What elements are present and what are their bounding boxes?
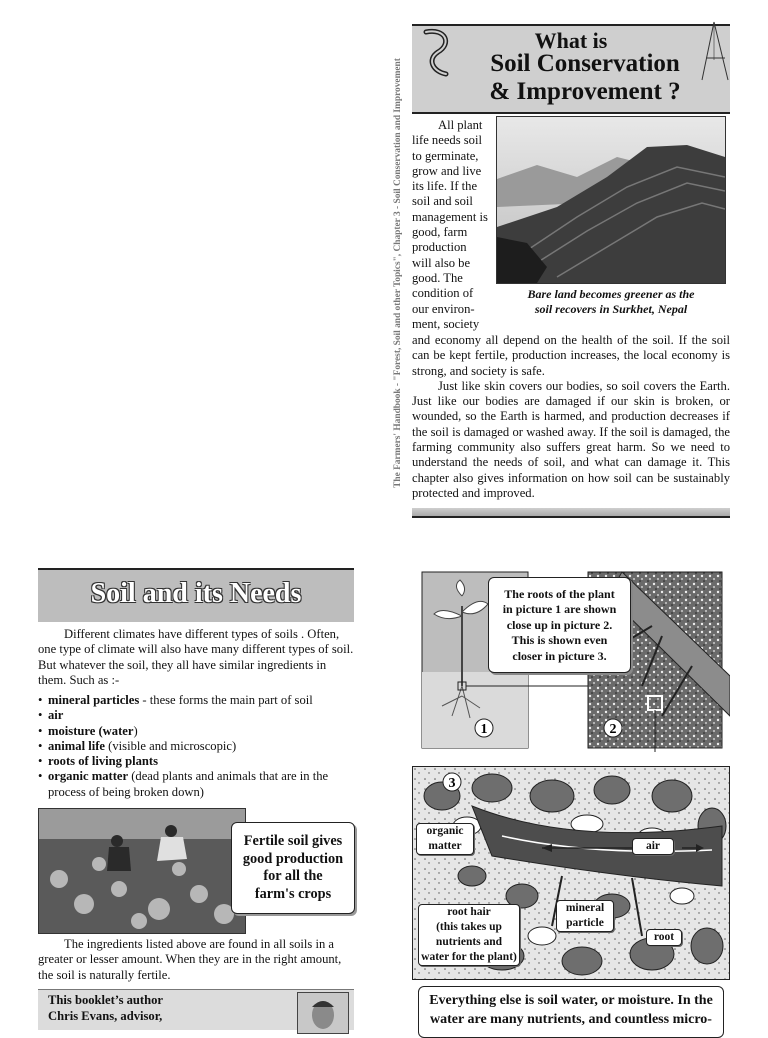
moisture-callout (418, 986, 724, 1038)
section-rule (412, 508, 730, 518)
intro-line: will also be (412, 255, 471, 270)
label-line: (this takes up (436, 921, 502, 933)
list-item: • mineral particles - these forms the main part of soil (38, 693, 358, 708)
callout-line: good production (242, 850, 344, 867)
intro-paragraph2: Just like skin covers our bodies, so soil covers the Earth. Just like our bodies are damaged if our skin is broken, or wounded, so the Earth is harmed, and production decreases if the soil is damaged or washed away. If the soil is damaged, the farming community also suffers great harm. So we need to understand the needs of soil, and what can damage it. This chapter also gives information on how soil can be sustainably protected and improved. (412, 378, 730, 500)
label-line: nutrients and (435, 936, 503, 948)
author-photo (297, 992, 349, 1034)
list-item: • moisture (water) (38, 724, 358, 739)
callout-line: close up in picture 2. (506, 617, 613, 632)
label-root (646, 929, 682, 946)
moisture-line1: Everything else is soil water, or moisture. In the (429, 993, 713, 1008)
running-title (386, 20, 410, 525)
picture-number-1: 1 (480, 722, 488, 737)
callout-line: Fertile soil gives (243, 833, 343, 849)
section-header (38, 568, 354, 622)
label-line: air (645, 840, 661, 852)
fertile-soil-callout (231, 822, 355, 914)
ingredients-text: The ingredients listed above are found in all soils in a greater or lesser amount. When they are in the right amount, the soil is naturally fertile. (38, 937, 342, 982)
header-line3: & Improvement ? (489, 78, 681, 105)
intro-line: grow and live (412, 163, 482, 178)
intro-line: our environ- (412, 301, 475, 316)
list-item: • organic matter (dead plants and animals that are in the process of being broken down) (38, 769, 358, 800)
intro-line: its life. If the (412, 179, 478, 194)
intro-line: soil and soil (412, 194, 473, 209)
author-line1: This booklet’s author (48, 993, 163, 1007)
running-title-text: The Farmers' Handbook - "Forest, Soil and other Topics", Chapter 3 - Soil Conservation and Improvement (393, 57, 403, 488)
intro-narrow-column (412, 118, 492, 332)
author-line2: Chris Evans, advisor, (48, 1009, 163, 1023)
picture-number-2: 2 (609, 722, 617, 737)
intro-line: ment, society (412, 316, 480, 331)
intro-line: good. The (412, 270, 463, 285)
soil-needs-paragraph: Different climates have different types of soils . Often, one type of climate will also have many different types of soil. But whatever the soil, they all have similar ingredients in them. Such as :- (38, 627, 354, 687)
farmers-photo (38, 808, 246, 934)
label-root-hair (418, 904, 520, 966)
ingredients-list (38, 693, 358, 800)
moisture-line2: water are many nutrients, and countless micro- (430, 1012, 712, 1027)
header-line1: What is (534, 28, 608, 53)
intro-line: All plant (438, 118, 483, 132)
chapter-header (412, 24, 730, 114)
photo-caption (496, 287, 726, 317)
hillside-photo (496, 116, 726, 284)
label-organic-matter (416, 823, 474, 855)
label-line: particle (566, 917, 604, 929)
picture-number-3: 3 (448, 776, 456, 791)
label-line: root (653, 931, 675, 943)
caption-line2: soil recovers in Surkhet, Nepal (534, 302, 688, 316)
intro-line: life needs soil (412, 133, 482, 148)
soil-needs-intro (38, 627, 354, 688)
label-line: organic (426, 825, 464, 837)
section-title: Soil and its Needs (90, 578, 302, 609)
intro-continuation: and economy all depend on the health of the soil. If the soil can be kept fertile, production increases, the local economy is strong, and society is safe. (412, 333, 730, 378)
caption-line1: Bare land becomes greener as the (527, 287, 695, 301)
ingredients-paragraph (38, 937, 354, 983)
roots-callout (488, 577, 631, 673)
callout-line: farm's crops (254, 885, 332, 902)
intro-line: management is (412, 209, 488, 224)
label-line: water for the plant) (421, 951, 517, 963)
intro-body (412, 333, 730, 501)
intro-line: to germinate, (412, 148, 479, 163)
list-item: • air (38, 708, 358, 723)
header-line2: Soil Conservation (490, 50, 680, 77)
list-item: • animal life (visible and microscopic) (38, 739, 358, 754)
callout-line: This is shown even (511, 633, 608, 648)
intro-line: production (412, 240, 467, 255)
list-item: • roots of living plants (38, 754, 358, 769)
callout-line: The roots of the plant (504, 587, 615, 601)
callout-line: for all the (263, 868, 323, 884)
author-text (48, 992, 163, 1024)
label-line: root hair (447, 906, 491, 918)
callout-line: closer in picture 3. (512, 648, 607, 663)
label-mineral-particle (556, 900, 614, 932)
callout-line: in picture 1 are shown (502, 602, 617, 617)
label-line: mineral (565, 902, 605, 914)
label-line: matter (428, 840, 462, 852)
intro-line: condition of (412, 286, 474, 301)
label-air (632, 838, 674, 855)
intro-line: good, farm (412, 225, 468, 240)
